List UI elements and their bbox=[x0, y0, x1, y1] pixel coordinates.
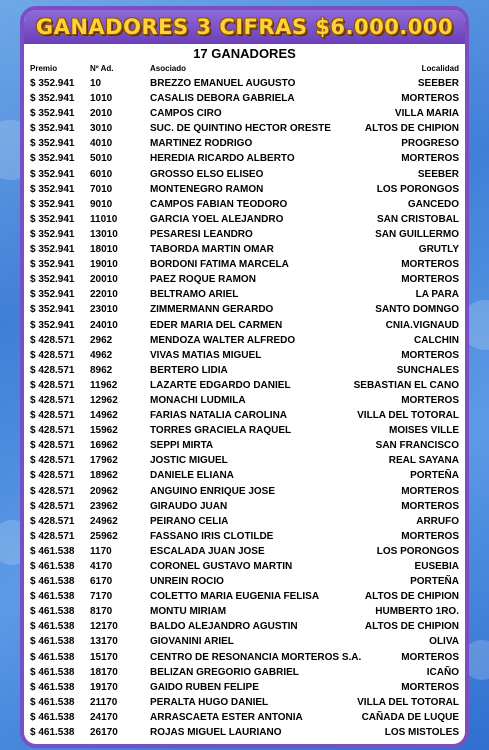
associate-cell: VIVAS MATIAS MIGUEL bbox=[150, 349, 262, 361]
number-cell: 13010 bbox=[90, 228, 118, 240]
number-cell: 18010 bbox=[90, 244, 118, 256]
associate-cell: CAMPOS CIRO bbox=[150, 108, 222, 120]
table-row bbox=[30, 76, 459, 91]
number-cell: 12962 bbox=[90, 394, 118, 406]
table-row bbox=[30, 91, 459, 106]
prize-cell: $ 352.941 bbox=[30, 78, 75, 89]
associate-cell: BELIZAN GREGORIO GABRIEL bbox=[150, 666, 299, 678]
table-row bbox=[30, 197, 459, 212]
winners-table bbox=[30, 76, 459, 740]
locality-cell: MOISES VILLE bbox=[388, 425, 459, 437]
locality-cell: GRUTLY bbox=[418, 244, 459, 256]
locality-cell: MORTEROS bbox=[401, 500, 459, 512]
number-cell: 7010 bbox=[90, 183, 113, 195]
locality-cell: VILLA DEL TOTORAL bbox=[357, 410, 459, 422]
associate-cell: MARTINEZ RODRIGO bbox=[150, 138, 253, 150]
number-cell: 14962 bbox=[90, 410, 118, 422]
associate-cell: BALDO ALEJANDRO AGUSTIN bbox=[150, 621, 298, 633]
locality-cell: SEBASTIAN EL CANO bbox=[353, 379, 459, 391]
table-row bbox=[30, 378, 459, 393]
table-row bbox=[30, 695, 459, 710]
table-row bbox=[30, 680, 459, 695]
locality-cell: MORTEROS bbox=[401, 274, 459, 286]
prize-cell: $ 461.538 bbox=[30, 621, 75, 633]
locality-cell: MORTEROS bbox=[401, 530, 459, 542]
associate-cell: BORDONI FATIMA MARCELA bbox=[150, 259, 289, 271]
table-row bbox=[30, 604, 459, 619]
number-cell: 20962 bbox=[90, 485, 118, 497]
locality-cell: PORTEÑA bbox=[410, 576, 459, 588]
number-cell: 1170 bbox=[90, 545, 112, 557]
prize-cell: $ 352.941 bbox=[30, 168, 75, 180]
prize-cell: $ 428.571 bbox=[30, 440, 75, 452]
prize-cell: $ 461.538 bbox=[30, 636, 75, 648]
associate-cell: ZIMMERMANN GERARDO bbox=[150, 304, 274, 316]
associate-cell: JOSTIC MIGUEL bbox=[150, 455, 228, 467]
prize-cell: $ 352.941 bbox=[30, 108, 75, 120]
prize-cell: $ 428.571 bbox=[30, 470, 75, 482]
prize-cell: $ 352.941 bbox=[30, 123, 75, 135]
table-row bbox=[30, 242, 459, 257]
locality-cell: SANTO DOMNGO bbox=[375, 304, 459, 316]
number-cell: 24962 bbox=[90, 515, 118, 527]
number-cell: 23962 bbox=[90, 500, 118, 512]
prize-cell: $ 428.571 bbox=[30, 410, 75, 422]
number-cell: 2010 bbox=[90, 108, 113, 120]
locality-cell: LOS MISTOLES bbox=[384, 727, 459, 739]
associate-cell: UNREIN ROCIO bbox=[150, 576, 224, 588]
locality-cell: OLIVA bbox=[429, 636, 459, 648]
associate-cell: LAZARTE EDGARDO DANIEL bbox=[150, 379, 291, 391]
associate-cell: ARRASCAETA ESTER ANTONIA bbox=[150, 711, 303, 723]
associate-cell: MENDOZA WALTER ALFREDO bbox=[150, 334, 296, 346]
locality-cell: CAÑADA DE LUQUE bbox=[361, 711, 459, 723]
number-cell: 16962 bbox=[90, 440, 118, 452]
prize-cell: $ 352.941 bbox=[30, 274, 75, 286]
table-row bbox=[30, 514, 459, 529]
associate-cell: PERALTA HUGO DANIEL bbox=[150, 696, 269, 708]
number-cell: 12170 bbox=[90, 621, 118, 633]
associate-cell: SEPPI MIRTA bbox=[150, 440, 214, 452]
associate-cell: CAMPOS FABIAN TEODORO bbox=[150, 198, 288, 210]
number-cell: 11010 bbox=[90, 213, 118, 225]
number-cell: 21170 bbox=[90, 696, 118, 708]
header-premio: Premio bbox=[30, 64, 58, 73]
associate-cell: PEIRANO CELIA bbox=[150, 515, 229, 527]
locality-cell: REAL SAYANA bbox=[388, 455, 459, 467]
prize-cell: $ 461.538 bbox=[30, 561, 75, 572]
title-banner bbox=[24, 10, 465, 44]
associate-cell: EDER MARIA DEL CARMEN bbox=[150, 319, 283, 331]
table-row bbox=[30, 438, 459, 453]
locality-cell: CALCHIN bbox=[414, 334, 459, 346]
prize-cell: $ 461.538 bbox=[30, 591, 75, 603]
prize-cell: $ 461.538 bbox=[30, 651, 75, 663]
number-cell: 10 bbox=[90, 78, 102, 89]
prize-cell: $ 352.941 bbox=[30, 259, 75, 271]
header-localidad: Localidad bbox=[421, 64, 459, 73]
associate-cell: MONTU MIRIAM bbox=[150, 606, 227, 618]
number-cell: 1010 bbox=[90, 93, 113, 105]
table-row bbox=[30, 167, 459, 182]
number-cell: 15170 bbox=[90, 651, 118, 663]
table-row bbox=[30, 121, 459, 136]
prize-cell: $ 461.538 bbox=[30, 576, 75, 588]
prize-cell: $ 428.571 bbox=[30, 500, 75, 512]
number-cell: 9010 bbox=[90, 198, 113, 210]
table-row bbox=[30, 529, 459, 544]
number-cell: 20010 bbox=[90, 274, 118, 286]
header-asociado: Asociado bbox=[150, 64, 187, 73]
number-cell: 4170 bbox=[90, 561, 113, 572]
associate-cell: GAIDO RUBEN FELIPE bbox=[150, 681, 259, 693]
associate-cell: GROSSO ELSO ELISEO bbox=[150, 168, 264, 180]
associate-cell: TABORDA MARTIN OMAR bbox=[150, 244, 274, 256]
number-cell: 23010 bbox=[90, 304, 118, 316]
table-row bbox=[30, 136, 459, 151]
table-row bbox=[30, 287, 459, 302]
table-row bbox=[30, 348, 459, 363]
locality-cell: MORTEROS bbox=[401, 93, 459, 105]
table-row bbox=[30, 484, 459, 499]
associate-cell: MONTENEGRO RAMON bbox=[150, 183, 264, 195]
locality-cell: PROGRESO bbox=[401, 138, 459, 150]
associate-cell: GIRAUDO JUAN bbox=[150, 500, 228, 512]
number-cell: 24170 bbox=[90, 711, 118, 723]
associate-cell: DANIELE ELIANA bbox=[150, 470, 234, 482]
number-cell: 6170 bbox=[90, 576, 113, 588]
prize-cell: $ 352.941 bbox=[30, 289, 75, 301]
prize-cell: $ 428.571 bbox=[30, 455, 75, 467]
associate-cell: CASALIS DEBORA GABRIELA bbox=[150, 93, 295, 105]
prize-cell: $ 352.941 bbox=[30, 153, 75, 165]
associate-cell: FARIAS NATALIA CAROLINA bbox=[150, 410, 288, 422]
associate-cell: ESCALADA JUAN JOSE bbox=[150, 545, 265, 557]
locality-cell: HUMBERTO 1RO. bbox=[375, 606, 459, 618]
prize-cell: $ 352.941 bbox=[30, 198, 75, 210]
associate-cell: FASSANO IRIS CLOTILDE bbox=[150, 530, 274, 542]
header-nro: Nº Ad. bbox=[90, 64, 114, 73]
table-row bbox=[30, 468, 459, 483]
locality-cell: ARRUFO bbox=[416, 515, 459, 527]
locality-cell: LA PARA bbox=[415, 289, 459, 301]
table-row bbox=[30, 272, 459, 287]
locality-cell: ALTOS DE CHIPION bbox=[364, 621, 459, 633]
associate-cell: SUC. DE QUINTINO HECTOR ORESTE bbox=[150, 123, 331, 135]
prize-cell: $ 428.571 bbox=[30, 379, 75, 391]
prize-cell: $ 352.941 bbox=[30, 183, 75, 195]
associate-cell: BERTERO LIDIA bbox=[150, 364, 228, 376]
number-cell: 18170 bbox=[90, 666, 118, 678]
locality-cell: MORTEROS bbox=[401, 394, 459, 406]
prize-cell: $ 352.941 bbox=[30, 93, 75, 105]
locality-cell: SAN GUILLERMO bbox=[375, 228, 459, 240]
locality-cell: MORTEROS bbox=[401, 651, 459, 663]
prize-cell: $ 352.941 bbox=[30, 304, 75, 316]
locality-cell: ALTOS DE CHIPION bbox=[364, 591, 459, 603]
table-row bbox=[30, 257, 459, 272]
table-row bbox=[30, 333, 459, 348]
number-cell: 6010 bbox=[90, 168, 113, 180]
number-cell: 2962 bbox=[90, 334, 113, 346]
number-cell: 4962 bbox=[90, 349, 113, 361]
prize-cell: $ 428.571 bbox=[30, 394, 75, 406]
associate-cell: MONACHI LUDMILA bbox=[150, 394, 246, 406]
locality-cell: CNIA.VIGNAUD bbox=[385, 319, 459, 331]
locality-cell: MORTEROS bbox=[401, 681, 459, 693]
locality-cell: PORTEÑA bbox=[410, 470, 459, 482]
prize-cell: $ 428.571 bbox=[30, 485, 75, 497]
winners-panel bbox=[20, 6, 469, 748]
table-row bbox=[30, 227, 459, 242]
associate-cell: HEREDIA RICARDO ALBERTO bbox=[150, 153, 295, 165]
prize-cell: $ 352.941 bbox=[30, 228, 75, 240]
table-row bbox=[30, 106, 459, 121]
table-row bbox=[30, 499, 459, 514]
locality-cell: LOS PORONGOS bbox=[376, 545, 459, 557]
prize-cell: $ 461.538 bbox=[30, 727, 75, 739]
associate-cell: GIOVANINI ARIEL bbox=[150, 636, 234, 648]
prize-cell: $ 428.571 bbox=[30, 334, 75, 346]
associate-cell: BELTRAMO ARIEL bbox=[150, 289, 239, 301]
prize-cell: $ 428.571 bbox=[30, 530, 75, 542]
associate-cell: PESARESI LEANDRO bbox=[150, 228, 253, 240]
locality-cell: MORTEROS bbox=[401, 349, 459, 361]
prize-cell: $ 461.538 bbox=[30, 711, 75, 723]
prize-cell: $ 352.941 bbox=[30, 244, 75, 256]
table-row bbox=[30, 302, 459, 317]
locality-cell: SEEBER bbox=[417, 168, 459, 180]
table-row bbox=[30, 544, 459, 559]
locality-cell: VILLA DEL TOTORAL bbox=[357, 696, 459, 708]
number-cell: 8962 bbox=[90, 364, 113, 376]
table-row bbox=[30, 423, 459, 438]
table-row bbox=[30, 182, 459, 197]
table-row bbox=[30, 650, 459, 665]
prize-cell: $ 428.571 bbox=[30, 425, 75, 437]
number-cell: 7170 bbox=[90, 591, 113, 603]
locality-cell: MORTEROS bbox=[401, 485, 459, 497]
associate-cell: ANGUINO ENRIQUE JOSE bbox=[150, 485, 276, 497]
associate-cell: COLETTO MARIA EUGENIA FELISA bbox=[150, 591, 320, 603]
table-header bbox=[30, 64, 459, 75]
table-row bbox=[30, 318, 459, 333]
number-cell: 22010 bbox=[90, 289, 118, 301]
number-cell: 15962 bbox=[90, 425, 118, 437]
prize-cell: $ 428.571 bbox=[30, 364, 75, 376]
locality-cell: LOS PORONGOS bbox=[376, 183, 459, 195]
locality-cell: SEEBER bbox=[417, 78, 459, 89]
table-row bbox=[30, 393, 459, 408]
associate-cell: TORRES GRACIELA RAQUEL bbox=[150, 425, 292, 437]
prize-cell: $ 352.941 bbox=[30, 138, 75, 150]
table-row bbox=[30, 574, 459, 589]
number-cell: 24010 bbox=[90, 319, 118, 331]
banner-title: GANADORES 3 CIFRAS $6.000.000 bbox=[35, 15, 454, 39]
table-row bbox=[30, 212, 459, 227]
number-cell: 13170 bbox=[90, 636, 118, 648]
table-row bbox=[30, 634, 459, 649]
table-row bbox=[30, 589, 459, 604]
associate-cell: GARCIA YOEL ALEJANDRO bbox=[150, 213, 284, 225]
table-row bbox=[30, 665, 459, 680]
associate-cell: PAEZ ROQUE RAMON bbox=[150, 274, 256, 286]
locality-cell: SAN CRISTOBAL bbox=[376, 213, 459, 225]
table-row bbox=[30, 453, 459, 468]
associate-cell: ROJAS MIGUEL LAURIANO bbox=[150, 727, 282, 739]
number-cell: 19010 bbox=[90, 259, 118, 271]
table-row bbox=[30, 619, 459, 634]
winners-count: 17 GANADORES bbox=[193, 46, 296, 61]
table-row bbox=[30, 725, 459, 740]
number-cell: 26170 bbox=[90, 727, 118, 739]
number-cell: 25962 bbox=[90, 530, 118, 542]
table-row bbox=[30, 710, 459, 725]
number-cell: 17962 bbox=[90, 455, 118, 467]
locality-cell: VILLA MARIA bbox=[394, 108, 459, 120]
locality-cell: MORTEROS bbox=[401, 153, 459, 165]
prize-cell: $ 461.538 bbox=[30, 681, 75, 693]
locality-cell: GANCEDO bbox=[407, 198, 459, 210]
locality-cell: SAN FRANCISCO bbox=[375, 440, 459, 452]
locality-cell: MORTEROS bbox=[401, 259, 459, 271]
table-row bbox=[30, 151, 459, 166]
number-cell: 5010 bbox=[90, 153, 113, 165]
prize-cell: $ 352.941 bbox=[30, 319, 75, 331]
number-cell: 18962 bbox=[90, 470, 118, 482]
associate-cell: CORONEL GUSTAVO MARTIN bbox=[150, 561, 293, 572]
table-row bbox=[30, 363, 459, 378]
locality-cell: SUNCHALES bbox=[396, 364, 459, 376]
locality-cell: EUSEBIA bbox=[414, 561, 459, 572]
table-row bbox=[30, 559, 459, 574]
number-cell: 8170 bbox=[90, 606, 113, 618]
number-cell: 3010 bbox=[90, 123, 113, 135]
number-cell: 11962 bbox=[90, 379, 118, 391]
prize-cell: $ 352.941 bbox=[30, 213, 75, 225]
locality-cell: ALTOS DE CHIPION bbox=[364, 123, 459, 135]
prize-cell: $ 428.571 bbox=[30, 515, 75, 527]
prize-cell: $ 461.538 bbox=[30, 545, 75, 557]
prize-cell: $ 428.571 bbox=[30, 349, 75, 361]
associate-cell: BREZZO EMANUEL AUGUSTO bbox=[150, 78, 296, 89]
associate-cell: CENTRO DE RESONANCIA MORTEROS S.A. bbox=[150, 651, 362, 663]
number-cell: 19170 bbox=[90, 681, 118, 693]
table-row bbox=[30, 408, 459, 423]
prize-cell: $ 461.538 bbox=[30, 666, 75, 678]
prize-cell: $ 461.538 bbox=[30, 696, 75, 708]
number-cell: 4010 bbox=[90, 138, 113, 150]
prize-cell: $ 461.538 bbox=[30, 606, 75, 618]
locality-cell: ICAÑO bbox=[426, 666, 459, 678]
